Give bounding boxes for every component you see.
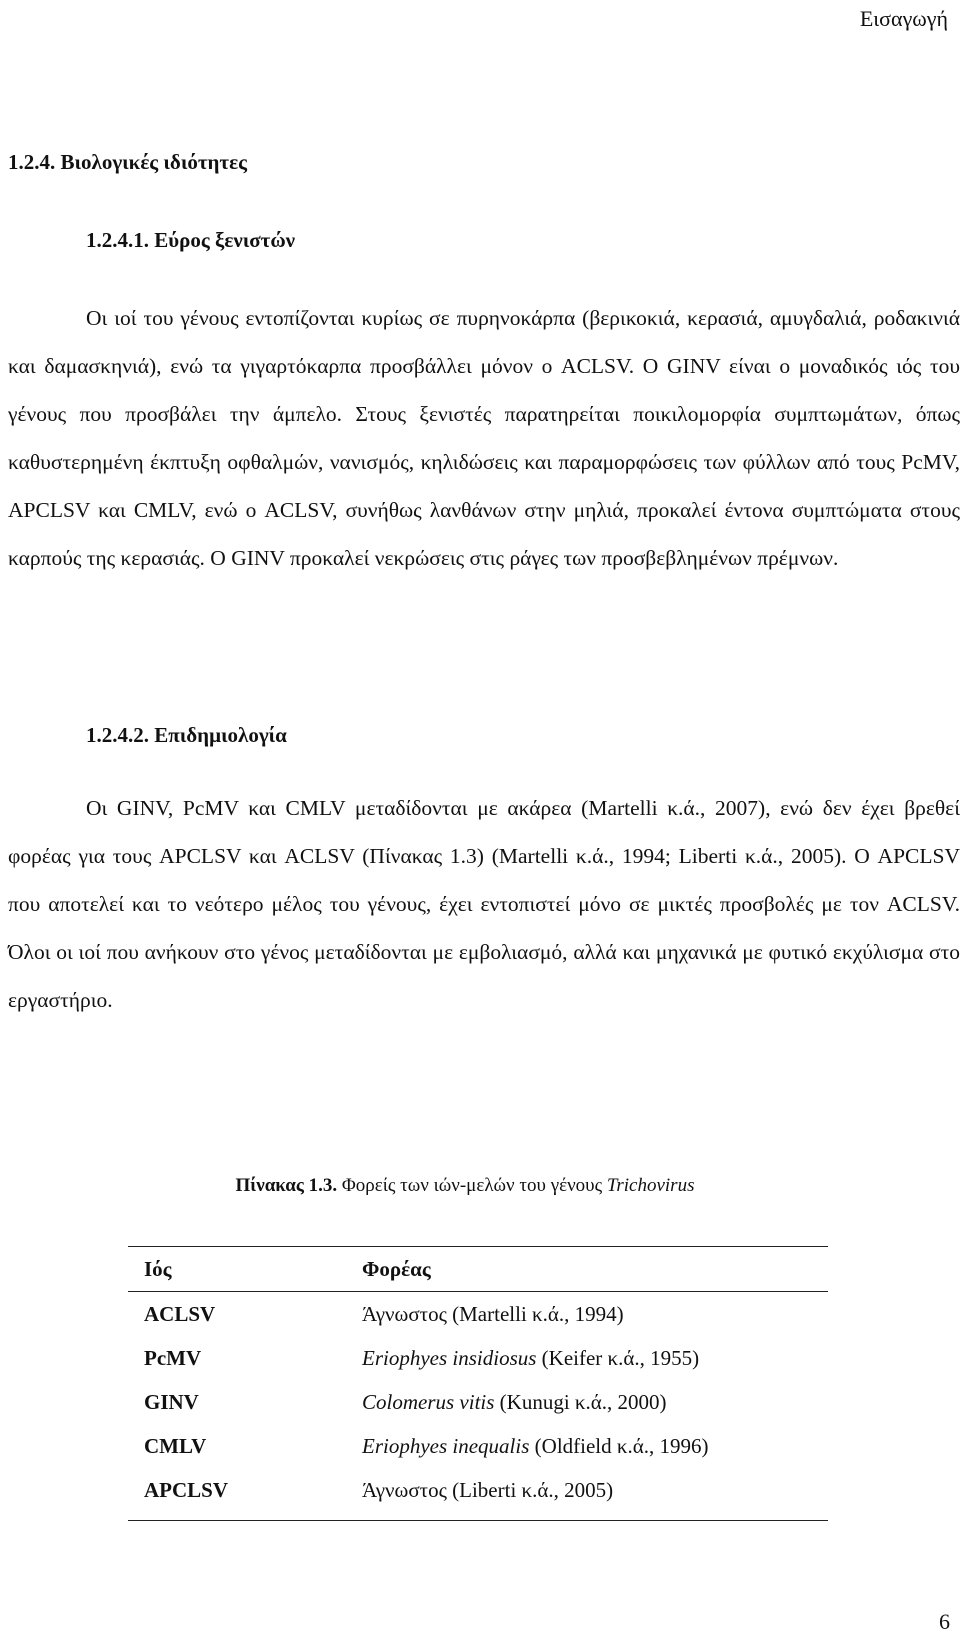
- cell-virus: ACLSV: [144, 1301, 216, 1326]
- table-caption-genus: Trichovirus: [606, 1175, 695, 1196]
- subsection-heading-epidemiology: 1.2.4.2. Επιδημιολογία: [86, 723, 287, 747]
- cell-vector: [362, 1434, 828, 1459]
- header-virus: Ιός: [144, 1256, 172, 1281]
- table-caption-text: Φορείς των ιών-μελών του γένους: [337, 1175, 607, 1196]
- cell-virus: CMLV: [144, 1433, 207, 1458]
- table-header-row: [128, 1247, 828, 1291]
- cell-virus: APCLSV: [144, 1477, 229, 1502]
- section-heading: 1.2.4. Βιολογικές ιδιότητες: [8, 150, 247, 174]
- table-bottom-rule: [128, 1520, 828, 1521]
- cell-vector: [362, 1390, 828, 1415]
- vector-reference: Άγνωστος (Liberti κ.ά., 2005): [362, 1477, 614, 1502]
- cell-vector: [362, 1302, 828, 1327]
- table-row: [128, 1424, 828, 1468]
- cell-virus: PcMV: [144, 1345, 202, 1370]
- cell-virus: GINV: [144, 1389, 199, 1414]
- vector-reference: (Kunugi κ.ά., 2000): [494, 1389, 667, 1414]
- page-number: 6: [939, 1609, 950, 1634]
- epidemiology-text: Οι GINV, PcMV και CMLV μεταδίδονται με ακάρεα (Martelli κ.ά., 2007), ενώ δεν έχει βρεθεί φορέας για τους APCLSV και ACLSV (Πίνακας 1.3) (Martelli κ.ά., 1994; Liberti κ.ά., 2005). Ο APCLSV που αποτελεί και το νεότερο μέλος του γένους, έχει εντοπιστεί μόνο σε μικτές προσβολές με τον ACLSV. Όλοι οι ιοί που ανήκουν στο γένος μεταδίδονται με εμβολιασμό, αλλά και μηχανικά με φυτικό εκχύλισμα στο εργαστήριο.: [8, 796, 960, 1012]
- vector-reference: (Keifer κ.ά., 1955): [536, 1345, 700, 1370]
- host-range-paragraph: [8, 294, 960, 582]
- subsection-heading-host-range: 1.2.4.1. Εύρος ξενιστών: [86, 228, 296, 252]
- cell-vector: [362, 1478, 828, 1503]
- vector-species: Eriophyes insidiosus: [362, 1345, 537, 1370]
- epidemiology-paragraph: [8, 784, 960, 1024]
- table-row: [128, 1292, 828, 1336]
- vectors-table: [128, 1246, 828, 1521]
- table-caption: [0, 1175, 930, 1197]
- header-vector: Φορέας: [362, 1256, 431, 1281]
- running-header: Εισαγωγή: [859, 6, 948, 31]
- table-row: [128, 1468, 828, 1512]
- cell-vector: [362, 1346, 828, 1371]
- vector-reference: (Oldfield κ.ά., 1996): [529, 1433, 709, 1458]
- vector-reference: Άγνωστος (Martelli κ.ά., 1994): [362, 1301, 624, 1326]
- table-row: [128, 1380, 828, 1424]
- table-row: [128, 1336, 828, 1380]
- vector-species: Eriophyes inequalis: [362, 1433, 530, 1458]
- vector-species: Colomerus vitis: [362, 1389, 495, 1414]
- table-caption-label: Πίνακας 1.3.: [235, 1175, 338, 1196]
- host-range-text: Οι ιοί του γένους εντοπίζονται κυρίως σε πυρηνοκάρπα (βερικοκιά, κερασιά, αμυγδαλιά, ροδακινιά και δαμασκηνιά), ενώ τα γιγαρτόκαρπα προσβάλλει μόνον ο ACLSV. Ο GINV είναι ο μοναδικός ιός του γένους που προσβάλει την άμπελο. Στους ξενιστές παρατηρείται ποικιλομορφία συμπτωμάτων, όπως καθυστερημένη έκπτυξη οφθαλμών, νανισμός, κηλιδώσεις και παραμορφώσεις των φύλλων από τους PcMV, APCLSV και CMLV, ενώ ο ACLSV, συνήθως λανθάνων στην μηλιά, προκαλεί έντονα συμπτώματα στους καρπούς της κερασιάς. Ο GINV προκαλεί νεκρώσεις στις ράγες των προσβεβλημένων πρέμνων.: [8, 306, 960, 570]
